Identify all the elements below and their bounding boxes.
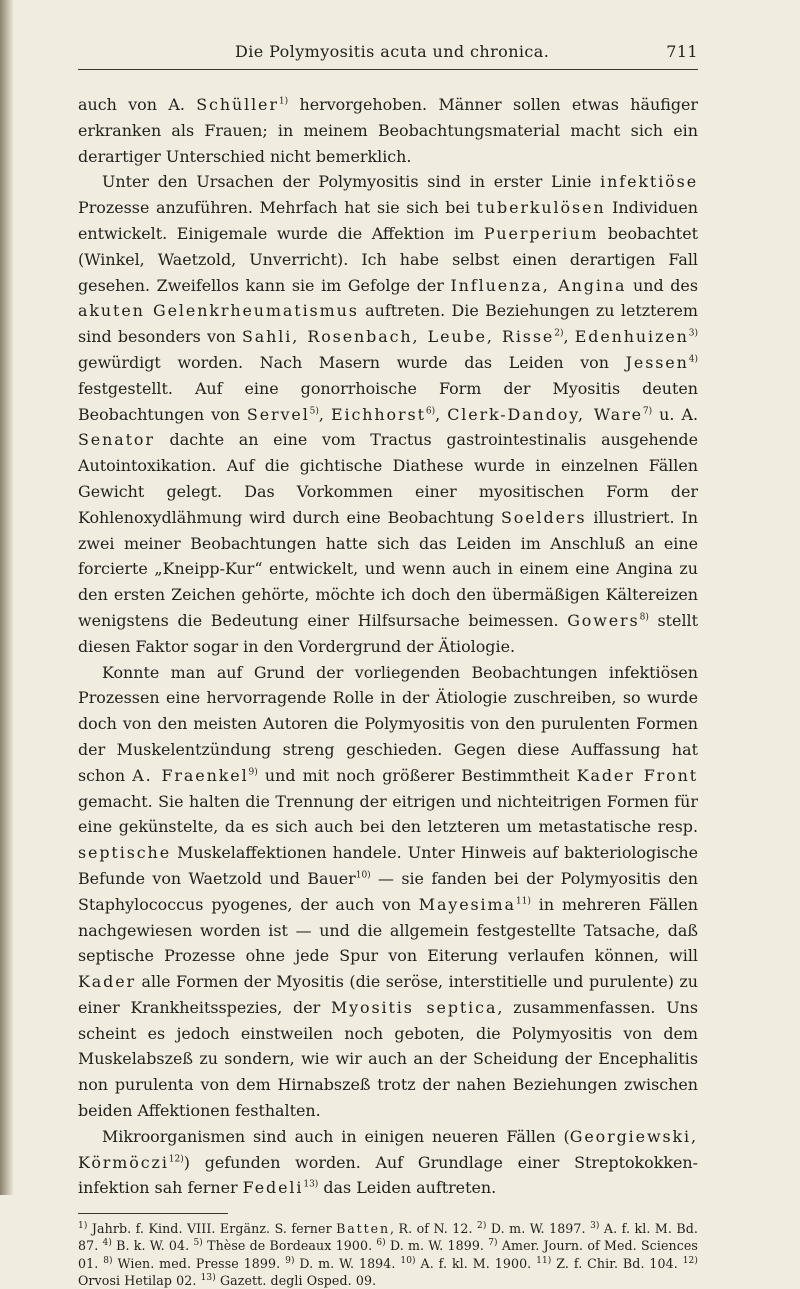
text-run: , R. of N. 12. (389, 1221, 478, 1237)
spaced-name: infektiöse (600, 172, 698, 192)
text-run: D. m. W. 1897. (486, 1221, 591, 1237)
spaced-name: Influenza, Angina (450, 275, 627, 295)
text-run: , zusammenfassen. Uns scheint es jedoch einstweilen noch geboten, die Polymyositis von dem Muskelabszeß zu sondern, wie wir auch an der Scheidung der Encephalitis non purulenta von dem Hirnabszeß trotz der nahen Beziehungen zwischen beiden Affektionen festhalten. (78, 997, 698, 1121)
text-run: A. f. kl. M. Bd. 87. (78, 1221, 698, 1254)
text-run: Prozesse anzuführen. Mehrfach hat sie sich bei (78, 198, 477, 218)
footnote-marker: 7) (642, 406, 653, 417)
page (78, 42, 698, 1289)
body-text (78, 92, 698, 1201)
text-run: D. m. W. 1899. (385, 1238, 489, 1254)
footnote-marker: 13) (200, 1272, 216, 1283)
footnote-marker: 8) (639, 612, 649, 623)
text-run: Konnte man auf Grund der vorliegenden Beobachtungen infektiösen Prozessen eine hervorragende Rolle in der Ätiologie zuschreiben, so wurde doch von den meisten Autoren die Polymyositis von den purulenten Formen der Muskelentzündung streng geschieden. Gegen diese Auffassung hat schon (78, 662, 698, 785)
footnote-marker: 5) (193, 1238, 203, 1249)
text-run: Individuen entwickelt. Einigemale wurde die Affektion im (78, 198, 698, 243)
text-run: — sie fanden bei der Polymyositis den Staphylococcus pyogenes, der auch von (78, 868, 699, 914)
footnote-marker: 13) (303, 1180, 319, 1191)
spaced-name: Georgiewski, Körmöczi (78, 1126, 698, 1172)
spaced-name: Fedeli (242, 1178, 304, 1198)
text-run: Jahrb. f. Kind. VIII. Ergänz. S. ferner (87, 1221, 337, 1237)
footnote-marker: 6) (376, 1238, 386, 1249)
text-run: , (435, 404, 448, 424)
spaced-name: Edenhuizen (574, 327, 689, 347)
footnote-marker: 3) (590, 1221, 600, 1232)
footnote-marker: 9) (248, 767, 258, 778)
footnote-marker: 8) (103, 1255, 113, 1266)
text-run: Z. f. Chir. Bd. 104. (551, 1255, 683, 1271)
spaced-name: Servel (246, 404, 310, 424)
text-run: D. m. W. 1894. (294, 1255, 401, 1271)
spaced-name: Myositis septica (330, 997, 498, 1017)
paragraph-2 (78, 169, 698, 659)
footnote-marker: 1) (78, 1221, 88, 1232)
text-run: Thèse de Bordeaux 1900. (202, 1238, 377, 1254)
paragraph-4 (78, 1124, 698, 1201)
spaced-name: akuten Gelenkrheumatismus (78, 301, 359, 321)
text-run: beobachtet (Winkel, Waetzold, Unverricht). Ich habe selbst einen derartigen Fall gesehen. Zweifellos kann sie im Gefolge der (78, 223, 698, 295)
spaced-name: Senator (78, 430, 155, 450)
spaced-name: Puerperium (483, 223, 599, 243)
text-run: festgestellt. Auf eine gonorrhoische Form der Myositis deuten Beobachtungen von (78, 378, 698, 424)
footnote-marker: 1) (278, 96, 289, 107)
footnotes (78, 1220, 698, 1289)
text-run: B. k. W. 04. (111, 1238, 194, 1254)
text-run: dachte an eine vom Tractus gastrointestinalis ausgehende Autointoxikation. Auf die gichtische Diathese wurde in einzelnen Fällen Gewicht gelegt. Das Vorkommen einer myositischen Form der Kohlenoxydlähmung wird durch eine Beobachtung (78, 430, 698, 527)
spaced-name: Gowers (567, 610, 640, 630)
text-run: gewürdigt worden. Nach Masern wurde das Leiden von (78, 352, 626, 372)
spaced-name: Schüller (196, 95, 279, 114)
text-run: u. A. (652, 404, 699, 424)
spaced-name: septische (78, 843, 171, 863)
footnote-marker: 2) (477, 1221, 487, 1232)
text-run: Wien. med. Presse 1899. (112, 1255, 286, 1271)
page-number: 711 (666, 42, 698, 61)
text-run: , (318, 404, 331, 424)
spaced-name: Kader Front (576, 765, 698, 785)
paragraph-1 (78, 92, 698, 169)
spaced-name: Eichhorst (331, 404, 426, 424)
spaced-name: Kader (78, 972, 137, 992)
footnote-marker: 7) (488, 1238, 498, 1249)
footnote-marker: 2) (554, 328, 564, 339)
paragraph-3 (78, 660, 698, 1124)
text-run: und mit noch größerer Bestimmtheit (257, 765, 577, 785)
footnote-marker: 5) (309, 406, 319, 417)
running-title: Die Polymyositis acuta und chronica. (235, 42, 550, 61)
text-run: stellt diesen Faktor sogar in den Vordergrund der Ätiologie. (78, 610, 698, 656)
text-run: Unter den Ursachen der Polymyositis sind in erster Linie (102, 172, 601, 192)
footnote-marker: 4) (102, 1238, 112, 1249)
text-run: A. f. kl. M. 1900. (415, 1255, 537, 1271)
footnote-marker: 10) (355, 870, 371, 881)
text-run: alle Formen der Myositis (die seröse, interstitielle und purulente) zu einer Krankheitsspezies, der (78, 972, 698, 1017)
text-run: illustriert. In zwei meiner Beobachtungen hatte sich das Leiden im Anschluß an eine forcierte „Kneipp-Kur“ entwickelt, und wenn auch in einem eine Angina zu den ersten Zeichen gehörte, möchte ich doch den übermäßigen Kältereizen wenigstens die Bedeutung einer Hilfsursache beimessen. (78, 507, 698, 630)
spaced-name: Batten (336, 1221, 390, 1237)
text-run: Gazett. degli Osped. 09. (215, 1272, 377, 1288)
footnote-rule (78, 1213, 228, 1214)
footnote-marker: 12) (682, 1255, 698, 1266)
text-run: hervorgehoben. Männer sollen etwas häufiger erkranken als Frauen; in meinem Beobachtungsmaterial macht sich ein derartiger Unterschied nicht bemerklich. (78, 95, 698, 166)
book-spine-shadow (0, 0, 14, 1195)
text-run: Amer. Journ. of Med. Sciences 01. (78, 1238, 698, 1271)
spaced-name: Soelders (501, 507, 587, 527)
text-run: , (563, 327, 575, 347)
text-run: Mikroorganismen sind auch in einigen neueren Fällen ( (102, 1126, 570, 1146)
footnote-marker: 12) (168, 1154, 184, 1165)
spaced-name: Jessen (625, 352, 689, 372)
text-run: das Leiden auftreten. (318, 1178, 497, 1198)
spaced-name: A. Fraenkel (132, 765, 249, 785)
footnote-marker: 11) (515, 896, 531, 907)
text-run: gemacht. Sie halten die Trennung der eitrigen und nichteitrigen Formen für eine gekünstelte, da es sich auch bei den letzteren um metastatische resp. (78, 791, 698, 837)
footnote-marker: 11) (536, 1255, 552, 1266)
spaced-name: Sahli, Rosenbach, Leube, Risse (241, 327, 555, 347)
footnote-marker: 4) (688, 354, 698, 365)
spaced-name: Clerk-Dandoy, Ware (447, 404, 643, 424)
footnote-marker: 6) (425, 406, 436, 417)
text-run: Muskelaffektionen handele. Unter Hinweis auf bakteriologische Befunde von Waetzold und Bauer (78, 843, 698, 888)
text-run: in mehreren Fällen nachgewiesen worden ist — und die allgemein festgestellte Tatsache, daß septische Prozesse ohne jede Spur von Eiterung verlaufen können, will (78, 894, 698, 966)
text-run: auch von A. (78, 95, 197, 114)
text-run: Orvosi Hetilap 02. (78, 1272, 201, 1288)
text-run: ) gefunden worden. Auf Grundlage einer Streptokokkeninfektion sah ferner (78, 1152, 698, 1198)
spaced-name: Mayesima (418, 894, 516, 914)
footnote-marker: 9) (285, 1255, 295, 1266)
running-header (78, 42, 698, 70)
text-run: auftreten. Die Beziehungen zu letzterem sind besonders von (78, 301, 698, 347)
text-run: und des (626, 275, 698, 295)
footnote-marker: 3) (688, 328, 699, 339)
spaced-name: tuberkulösen (476, 198, 606, 218)
footnote-marker: 10) (400, 1255, 416, 1266)
